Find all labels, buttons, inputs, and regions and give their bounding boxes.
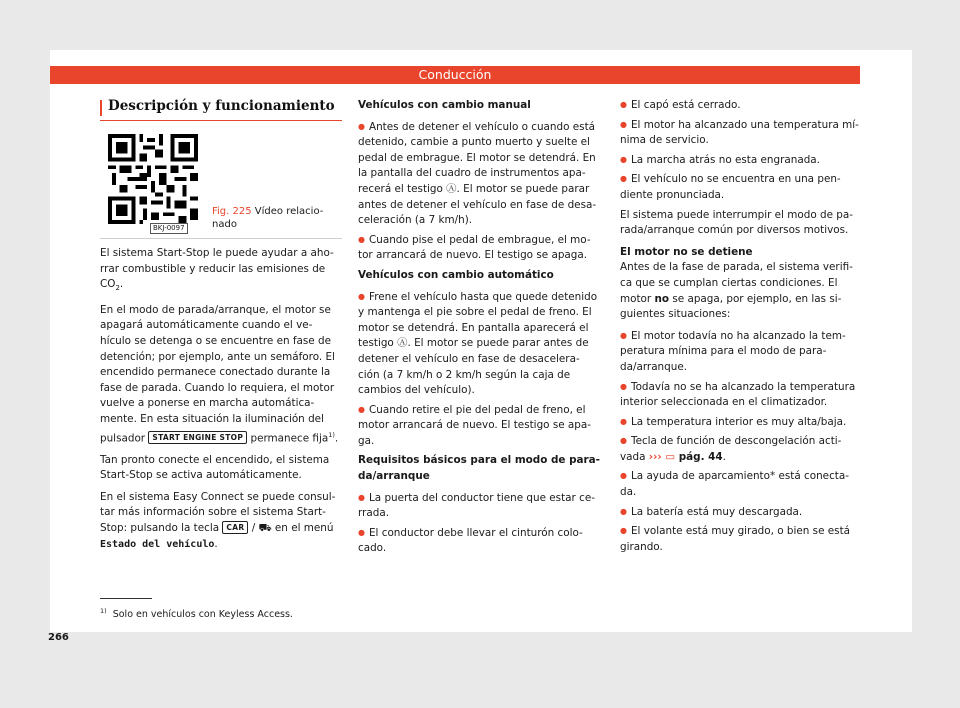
list-item: ● Todavía no se ha alcanzado la temperatura interior seleccionada en el climatizador. [620,380,862,411]
list-item: ● La temperatura interior es muy alta/baja. [620,415,862,431]
paragraph-interrupt: El sistema puede interrumpir el modo de pa-rada/arranque común por diversos motivos. [620,208,853,237]
header-bar [50,66,860,84]
car-menu-icon: ⛟ [258,522,272,535]
figure-caption-text: Vídeo relacio- nado [212,206,324,230]
footnote: $^{1)}$ Solo en vehículos con Keyless Access. [100,607,293,621]
column-1 [100,246,342,558]
list-item: ● El vehículo no se encuentra en una pen-diente pronunciada. [620,172,862,203]
page-number: 266 [48,632,69,643]
figure-code: BKJ-0097 [150,223,188,234]
page-link[interactable]: pág. 44 [675,450,723,463]
paragraph-auto-activate: Tan pronto conecte el encendido, el sistema Start-Stop se activa automáticamente. [100,453,330,482]
heading-requirements: Requisitos básicos para el modo de para-da/arranque [358,454,600,483]
list-item: ● Tecla de función de descongelación acti-vada ››› ▭ pág. 44. [620,434,862,465]
figure-number: Fig. 225 [212,206,252,217]
heading-manual: Vehículos con cambio manual [358,99,531,111]
paragraph-intro: El sistema Start-Stop le puede ayudar a aho-rrar combustible y reducir las emisiones de $CO_2$. [100,247,334,293]
paragraph-easy-connect: En el sistema Easy Connect se puede consul-tar más información sobre el sistema Start-Stop: pulsando la tecla CAR / ⛟ en el menú Estado del vehículo. [100,490,336,550]
list-item: ● Frene el vehículo hasta que quede detenido y mantenga el pie sobre el pedal de freno. El motor se detendrá. En pantalla aparecerá el testigo Ⓐ. El motor se puede parar antes de detener el vehículo en fase de desacelera-ción (a 7 km/h o 2 km/h según la caja de cambios del vehículo). [358,290,600,399]
list-item: ● La puerta del conductor tiene que estar ce-rrada. [358,491,600,522]
heading-automatic: Vehículos con cambio automático [358,268,554,281]
list-item: ● Antes de detener el vehículo o cuando está detenido, cambie a punto muerto y suelte el pedal de embrague. El motor se detendrá. En la pantalla del cuadro de instrumentos apa-recerá el testigo Ⓐ. El motor se puede parar antes de detener el vehículo en fase de desa-celeración (a 7 km/h). [358,120,600,229]
paragraph-start-stop-mode: En el modo de parada/arranque, el motor se apagará automáticamente cuando el ve-hículo se detenga o se encuentre en fase de detención; por ejemplo, ante un semáforo. El encendido permanece conectado durante la fase de parada. Cuando lo requiera, el motor vuelve a ponerse en marcha automática-mente. En esta situación la iluminación del pulsador START ENGINE STOP permanece fija$^{1)}$. [100,303,339,445]
list-item: ● Cuando pise el pedal de embrague, el mo-tor arrancará de nuevo. El testigo se apaga. [358,233,600,264]
footnote-rule [100,598,152,599]
column-2 [358,98,600,561]
list-item: ● El motor todavía no ha alcanzado la tem-peratura mínima para el modo de para-da/arranque. [620,329,862,376]
reference-arrow-icon: ››› [648,450,662,463]
list-item: ● Cuando retire el pie del pedal de freno, el motor arrancará de nuevo. El testigo se apa-ga. [358,403,600,450]
list-item: ● El volante está muy girado, o bien se está girando. [620,524,862,555]
footnote-ref[interactable]: 1) [328,430,335,439]
list-item: ● La ayuda de aparcamiento* está conecta-da. [620,469,862,500]
list-item: ● El motor ha alcanzado una temperatura mí-nima de servicio. [620,118,862,149]
list-item: ● La marcha atrás no esta engranada. [620,153,862,169]
start-engine-stop-key: START ENGINE STOP [148,431,247,444]
section-marker [100,100,102,116]
section-rule [100,120,342,121]
qr-code-image [104,130,202,228]
menu-name: Estado del vehículo [100,538,215,550]
book-icon: ▭ [661,450,676,463]
column-3 [620,98,862,559]
heading-engine-not-stop: El motor no se detiene [620,245,753,258]
section-title: Descripción y funcionamiento [108,98,335,114]
header-title: Conducción [418,67,492,82]
list-item: ● El capó está cerrado. [620,98,862,114]
list-item: ● La batería está muy descargada. [620,505,862,521]
car-key: CAR [222,521,248,534]
figure-caption [212,205,332,231]
paragraph-conditions: Antes de la fase de parada, el sistema verifi-ca que se cumplan ciertas condiciones. El motor no se apaga, por ejemplo, en las si-guientes situaciones: [620,261,853,321]
list-item: ● El conductor debe llevar el cinturón colo-cado. [358,526,600,557]
